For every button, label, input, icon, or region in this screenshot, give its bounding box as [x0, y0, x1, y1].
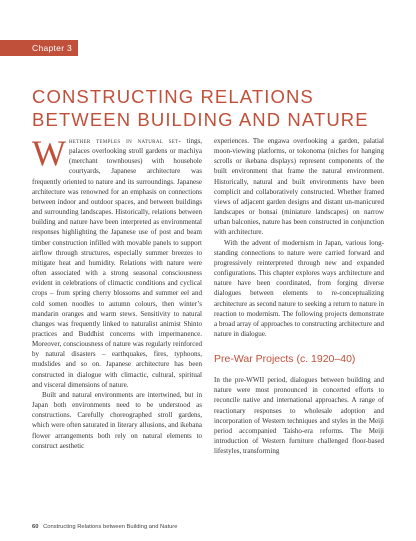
right-paragraph-2: With the advent of modernism in Japan, various long-standing connections to nature were carried forward and progressively reinterpreted through new and expanded configurations. This chapter explores ways architecture and nature have been coordinated, from forging diverse dialogues between elements to re-conceptualizing architecture as second nature to seeking a return to nature in reaction to modernism. The following projects demonstrate a broad array of approaches to constructing architecture and nature in dialogue.	[214, 238, 384, 338]
chapter-label: Chapter 3	[0, 40, 78, 56]
left-paragraph-1	[32, 133, 202, 390]
page-footer	[32, 524, 177, 530]
drop-cap: W	[32, 133, 66, 173]
page-title: CONSTRUCTING RELATIONS BETWEEN BUILDING AND NATURE	[32, 86, 369, 130]
right-column	[214, 136, 384, 456]
page-number: 60	[32, 524, 39, 530]
right-paragraph-1: experiences. The engawa overlooking a garden, palatial moon-viewing platforms, or tokonoma (niches for hanging scrolls or ikebana displays) represent components of the built environment that frame the natural environment. Historically, natural and built environments have been complicit and collaboratively constructed. Whether framed views of adjacent garden designs and distant un-manicured landscapes or bonsai (miniature landscapes) on narrow urban balconies, nature has been constructed in conjunction with architecture.	[214, 137, 384, 237]
left-column	[32, 133, 202, 451]
section-heading: Pre-War Projects (c. 1920–40)	[214, 353, 356, 366]
left-paragraph-1-text: tings, palaces overlooking stroll gardens or machiya (merchant townhouses) with househole courtyards, Japanese architecture was frequently oriented to nature and its surroundings. Japanese architecture was renowned for an emphasis on connections between indoor and outdoor spaces, and between buildings and surrounding landscapes. Historically, relations between building and nature have been interpreted as environmental responses highlighting the Japanese use of post and beam timber construction infilled with movable panels to support airflow through structures, especially summer breezes to mitigate heat and humidity. Relations with nature were often associated with a strong seasonal consciousness evident in celebrations of climactic conditions and cyclical crops – from spring cherry blossoms and summer eel and cold somen noodles to autumn colours, then winter’s mandarin oranges and warm stews. Sensitivity to natural changes was frequently linked to naturalist animist Shinto practices and Buddhist concerns with impermanence. Moreover, consciousness of nature was regularly reinforced by natural disasters – earthquakes, fires, typhoons, mudslides and so on. Japanese architecture has been constructed in dialogue with climactic, cultural, spiritual and visceral dimensions of nature.	[32, 137, 202, 389]
left-paragraph-2: Built and natural environments are intertwined, but in Japan both environments need to be understood as constructions. Carefully choreographed stroll gardens, which were often saturated in literary allusions, and ikebana flower arrangements both rely on natural elements to construct aesthetic	[32, 390, 202, 450]
running-title: Constructing Relations between Building and Nature	[43, 524, 178, 530]
right-paragraph-3: In the pre-WWII period, dialogues between building and nature were most pronounced in concerted efforts to reconcile native and international approaches. A range of reactionary responses to wholesale adoption and incorporation of Western techniques and styles in the Meiji period accompanied Taisho-era reforms. The Meiji introduction of Western furniture challenged floor-based lifestyles, transforming	[214, 376, 384, 456]
lead-in-smallcaps: hether temples in natural set-	[68, 137, 182, 145]
